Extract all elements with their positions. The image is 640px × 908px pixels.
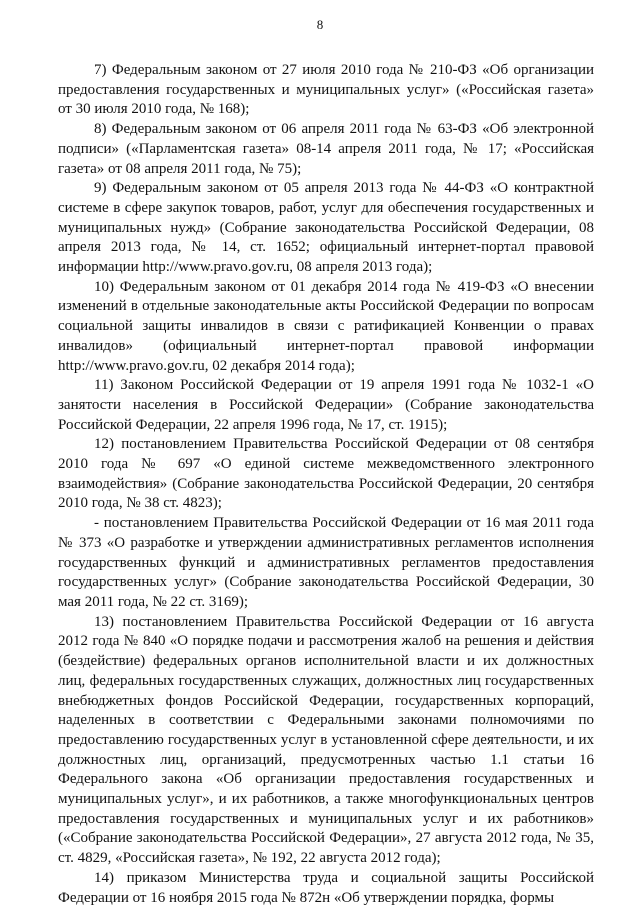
paragraph-item-11: 11) Законом Российской Федерации от 19 апреля 1991 года № 1032-1 «О занятости населения в Российской Федерации» (Собрание законодательства Российской Федерации, 22 апреля 1996 года, № 17, ст. 1915); <box>58 377 594 433</box>
paragraph-item-13: 13) постановлением Правительства Российской Федерации от 16 августа 2012 года № 840 «О порядке подачи и рассмотрения жалоб на решения и действия (бездействие) федеральных органов исполнительной власти и их должностных лиц, федеральных государственных служащих, должностных лиц государственных внебюджетных фондов Российской Федерации, государственных корпораций, наделенных в соответствии с Федеральными законами полномочиями по предоставлению государственных услуг в установленной сфере деятельности, и их должностных лиц, организаций, предусмотренных частью 1.1 статьи 16 Федерального закона «Об организации предоставления государственных и муниципальных услуг», и их работников, а также многофункциональных центров предоставления государственных и муниципальных услуг и их работников» («Собрание законодательства Российской Федерации», 27 августа 2012 года, № 35, ст. 4829, «Российская газета», № 192, 22 августа 2012 года); <box>58 613 594 867</box>
page-number: 8 <box>316 17 324 32</box>
paragraph-item-12: 12) постановлением Правительства Российской Федерации от 08 сентября 2010 года № 697 «О единой системе межведомственного электронного взаимодействия» (Собрание законодательства Российской Федерации, 20 сентября 2010 года, № 38 ст. 4823); <box>58 436 594 512</box>
paragraph-item-14: 14) приказом Министерства труда и социальной защиты Российской Федерации от 16 ноября 2015 года № 872н «Об утверждении порядка, формы <box>58 869 594 906</box>
document-body <box>58 61 594 908</box>
paragraph-item-10: 10) Федеральным законом от 01 декабря 2014 года № 419-ФЗ «О внесении изменений в отдельные законодательные акты Российской Федерации по вопросам социальной защиты инвалидов в связи с ратификацией Конвенции о правах инвалидов» (официальный интернет-портал правовой информации http://www.pravo.gov.ru, 02 декабря 2014 года); <box>58 278 594 374</box>
paragraph-item-7: 7) Федеральным законом от 27 июля 2010 года № 210-ФЗ «Об организации предоставления государственных и муниципальных услуг» («Российская газета» от 30 июля 2010 года, № 168); <box>58 62 594 118</box>
paragraph-dash-item: - постановлением Правительства Российской Федерации от 16 мая 2011 года № 373 «О разработке и утверждении административных регламентов исполнения государственных функций и административных регламентов предоставления государственных услуг» (Собрание законодательства Российской Федерации, 30 мая 2011 года, № 22 ст. 3169); <box>58 515 594 610</box>
paragraph-item-9: 9) Федеральным законом от 05 апреля 2013 года № 44-ФЗ «О контрактной системе в сфере закупок товаров, работ, услуг для обеспечения государственных и муниципальных нужд» (Собрание законодательства Российской Федерации, 08 апреля 2013 года, № 14, ст. 1652; официальный интернет-портал правовой информации http://www.pravo.gov.ru, 08 апреля 2013 года); <box>58 180 594 276</box>
paragraph-item-8: 8) Федеральным законом от 06 апреля 2011 года № 63-ФЗ «Об электронной подписи» («Парламентская газета» 08-14 апреля 2011 года, № 17; «Российская газета» от 08 апреля 2011 года, № 75); <box>58 121 594 177</box>
